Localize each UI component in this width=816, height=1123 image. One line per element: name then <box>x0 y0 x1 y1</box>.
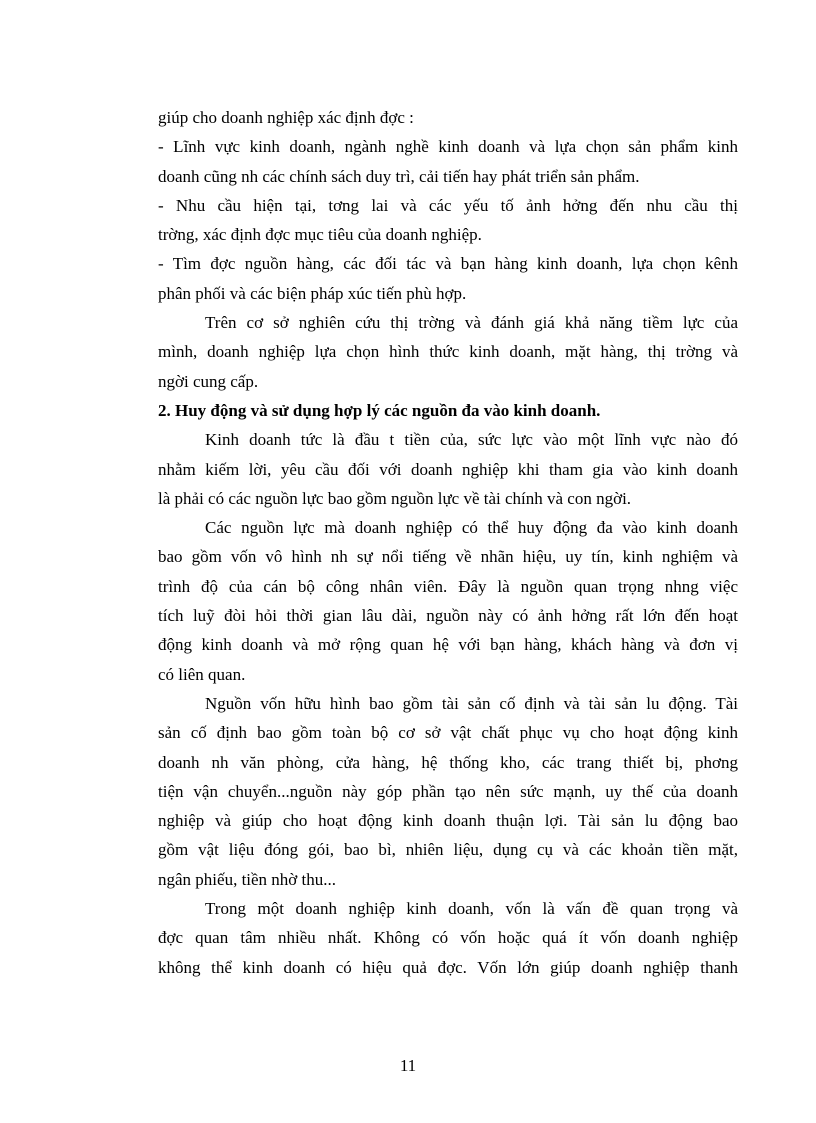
page-number: 11 <box>399 1056 417 1075</box>
paragraph-start: Trong một doanh nghiệp kinh doanh, vốn là vấn đề quan trọng và <box>205 899 738 919</box>
text-line: giúp cho doanh nghiệp xác định đợc : <box>158 108 414 127</box>
text-line: tích luỹ đòi hỏi thời gian lâu dài, nguồn này có ảnh hởng rất lớn đến hoạt <box>158 606 738 626</box>
section-heading: 2. Huy động và sử dụng hợp lý các nguồn đa vào kinh doanh. <box>158 400 601 420</box>
text-line: tiện vận chuyển...nguồn này góp phần tạo nên sức mạnh, uy thế của doanh <box>158 781 738 801</box>
text-line: có liên quan. <box>158 664 246 684</box>
text-line: mình, doanh nghiệp lựa chọn hình thức kinh doanh, mặt hàng, thị trờng và <box>158 342 738 362</box>
list-item-market-demand: - Nhu cầu hiện tại, tơng lai và các yếu tố ảnh hởng đến nhu cầu thị <box>158 195 738 215</box>
text-line: ngân phiếu, tiền nhờ thu... <box>158 869 337 889</box>
text-line: nhằm kiếm lời, yêu cầu đối với doanh nghiệp khi tham gia vào kinh doanh <box>158 459 738 479</box>
text-line: đợc quan tâm nhiều nhất. Không có vốn hoặc quá ít vốn doanh nghiệp <box>158 928 738 948</box>
text-line: doanh nh văn phòng, cửa hàng, hệ thống kho, các trang thiết bị, phơng <box>158 752 738 772</box>
list-item-sources: - Tìm đợc nguồn hàng, các đối tác và bạn hàng kinh doanh, lựa chọn kênh <box>158 254 738 274</box>
text-line: trình độ của cán bộ công nhân viên. Đây là nguồn quan trọng nhng việc <box>158 576 738 596</box>
text-line: bao gồm vốn vô hình nh sự nổi tiếng về nhãn hiệu, uy tín, kinh nghiệm và <box>158 547 738 567</box>
text-line: nghiệp và giúp cho hoạt động kinh doanh thuận lợi. Tài sản lu động bao <box>158 811 738 831</box>
text-line: là phải có các nguồn lực bao gồm nguồn lực về tài chính và con ngời. <box>158 488 632 508</box>
text-line: sản cố định bao gồm toàn bộ cơ sở vật chất phục vụ cho hoạt động kinh <box>158 723 738 743</box>
body-text <box>158 103 738 982</box>
text-line: doanh cũng nh các chính sách duy trì, cải tiến hay phát triển sản phẩm. <box>158 166 640 186</box>
text-line: trờng, xác định đợc mục tiêu của doanh nghiệp. <box>158 225 482 245</box>
text-line: không thể kinh doanh có hiệu quả đợc. Vốn lớn giúp doanh nghiệp thanh <box>158 957 738 977</box>
text-line: động kinh doanh và mở rộng quan hệ với bạn hàng, khách hàng và đơn vị <box>158 635 738 655</box>
paragraph-start: Kinh doanh tức là đầu t tiền của, sức lực vào một lĩnh vực nào đó <box>205 430 738 450</box>
paragraph-start: Nguồn vốn hữu hình bao gồm tài sản cố định và tài sản lu động. Tài <box>205 693 738 713</box>
text-line: gồm vật liệu đóng gói, bao bì, nhiên liệu, dụng cụ và các khoản tiền mặt, <box>158 840 738 860</box>
paragraph-start: Các nguồn lực mà doanh nghiệp có thể huy động đa vào kinh doanh <box>205 518 738 538</box>
text-line: phân phối và các biện pháp xúc tiến phù hợp. <box>158 283 467 303</box>
list-item-business-field: - Lĩnh vực kinh doanh, ngành nghề kinh doanh và lựa chọn sản phẩm kinh <box>158 137 738 157</box>
text-line: ngời cung cấp. <box>158 371 259 391</box>
paragraph-start: Trên cơ sở nghiên cứu thị trờng và đánh giá khả năng tiềm lực của <box>205 313 738 333</box>
